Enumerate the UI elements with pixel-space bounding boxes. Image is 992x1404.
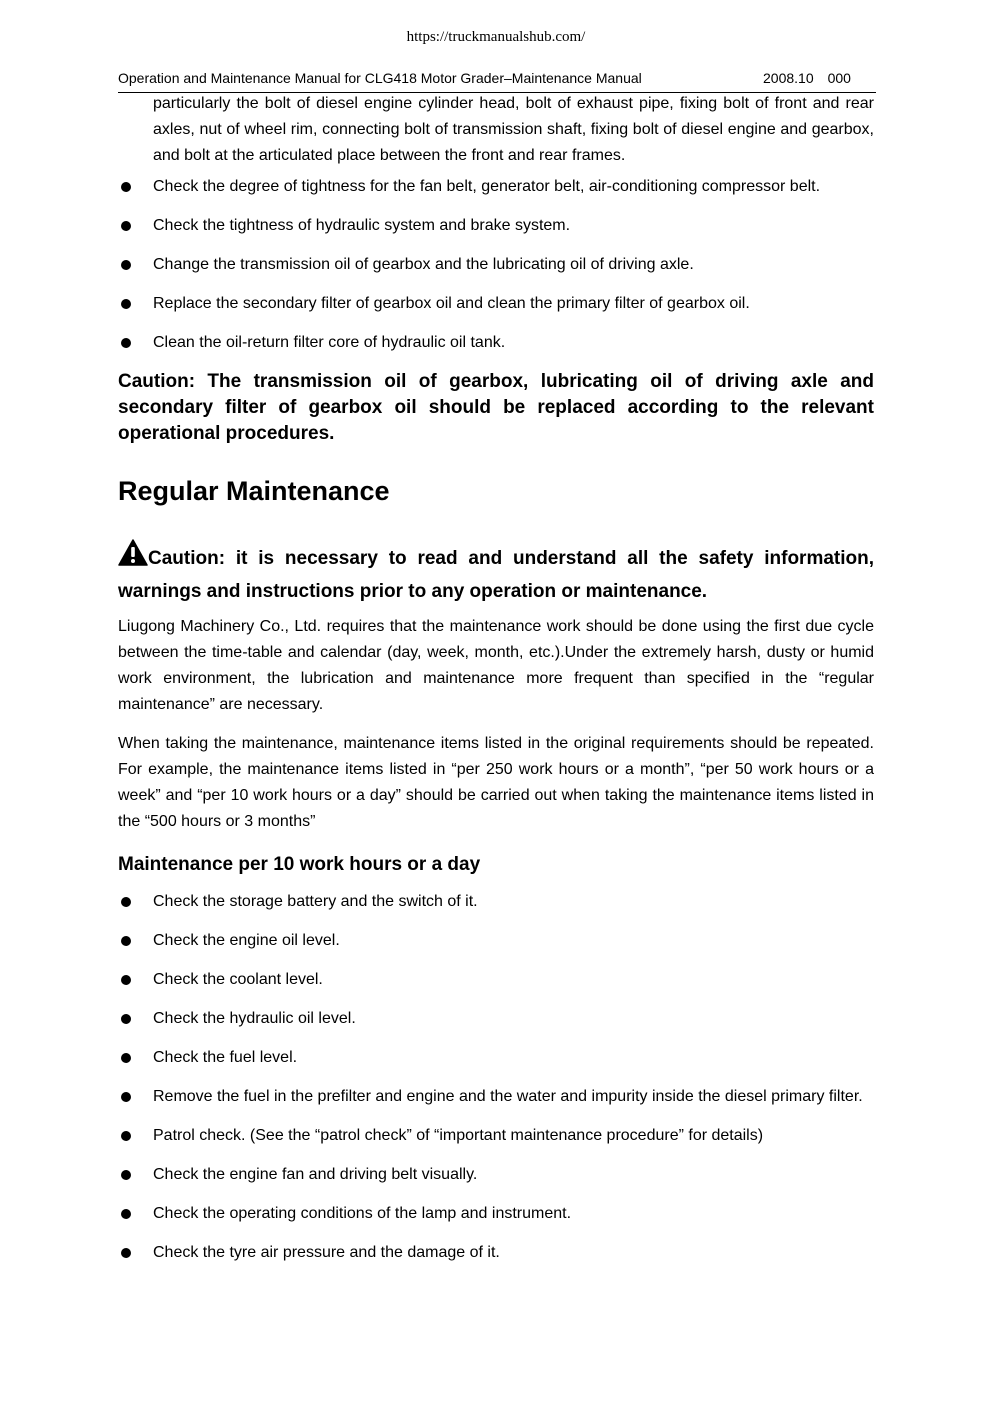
list-item-text: Check the engine oil level. — [153, 932, 340, 949]
bullet-icon — [121, 975, 131, 985]
list-item-text: Check the degree of tightness for the fan belt, generator belt, air-conditioning compressor belt. — [153, 178, 821, 195]
bullet-icon — [121, 1248, 131, 1258]
page-content — [118, 91, 874, 1266]
header-date-code: 2008.10 000 — [763, 70, 851, 86]
paragraph-maintenance-cycle: Liugong Machinery Co., Ltd. requires that the maintenance work should be done using the first due cycle between the time-table and calendar (day, week, month, etc.).Under the extremely harsh, dusty or humid work environment, the lubrication and maintenance more frequent than specified in the “regular maintenance” are necessary. — [118, 618, 874, 713]
caution-note: Caution: The transmission oil of gearbox, lubricating oil of driving axle and secondary filter of gearbox oil should be replaced according to the relevant operational procedures. — [118, 371, 874, 444]
bullet-icon — [121, 1170, 131, 1180]
bullet-icon — [121, 1014, 131, 1024]
bullet-icon — [121, 299, 131, 309]
safety-caution — [118, 539, 874, 608]
bullet-icon — [121, 182, 131, 192]
list-item-text: Check the tightness of hydraulic system and brake system. — [153, 217, 571, 234]
section-title: Regular Maintenance — [118, 476, 390, 506]
list-item-text: Check the storage battery and the switch of it. — [153, 893, 478, 910]
paragraph-maintenance-items: When taking the maintenance, maintenance items listed in the original requirements should be repeated. For example, the maintenance items listed in “per 250 work hours or a month”, “per 50 work hours or a week” and “per 10 work hours or a day” should be carried out when taking the maintenance items listed in the “500 hours or 3 months” — [118, 735, 874, 830]
bullet-icon — [121, 221, 131, 231]
bullet-icon — [121, 1209, 131, 1219]
list-item-text: Remove the fuel in the prefilter and engine and the water and impurity inside the diesel primary filter. — [153, 1088, 863, 1105]
list-item — [118, 1123, 874, 1149]
list-item — [118, 967, 874, 993]
list-item — [118, 1240, 874, 1266]
list-item — [118, 889, 874, 915]
list-item-text: Check the fuel level. — [153, 1049, 298, 1066]
bullet-icon — [121, 1131, 131, 1141]
list-item-text: Check the coolant level. — [153, 971, 323, 988]
bullet-icon — [121, 1092, 131, 1102]
bullet-icon — [121, 897, 131, 907]
list-item-text: Replace the secondary filter of gearbox oil and clean the primary filter of gearbox oil. — [153, 295, 750, 312]
list-item — [118, 928, 874, 954]
list-item-text: Clean the oil-return filter core of hydraulic oil tank. — [153, 334, 506, 351]
list-item-text: Check the tyre air pressure and the damage of it. — [153, 1244, 500, 1261]
list-item-text: Check the engine fan and driving belt visually. — [153, 1166, 478, 1183]
list-item-text: Check the operating conditions of the lamp and instrument. — [153, 1205, 572, 1222]
safety-caution-text: Caution: it is necessary to read and understand all the safety information, warnings and instructions prior to any operation or maintenance. — [118, 548, 874, 602]
continuation-text: particularly the bolt of diesel engine cylinder head, bolt of exhaust pipe, fixing bolt of front and rear axles, nut of wheel rim, connecting bolt of transmission shaft, fixing bolt of diesel engine and gearbox, and bolt at the articulated place between the front and rear frames. — [153, 95, 874, 164]
header-title: Operation and Maintenance Manual for CLG418 Motor Grader–Maintenance Manual — [118, 70, 642, 86]
running-header — [118, 70, 876, 93]
daily-maintenance-list — [118, 889, 874, 1266]
bullet-icon — [121, 338, 131, 348]
list-item-text: Patrol check. (See the “patrol check” of “important maintenance procedure” for details) — [153, 1127, 764, 1144]
list-item — [118, 213, 874, 239]
list-item — [118, 1006, 874, 1032]
list-item-text: Check the hydraulic oil level. — [153, 1010, 356, 1027]
list-item — [118, 330, 874, 356]
list-item-text: Change the transmission oil of gearbox and the lubricating oil of driving axle. — [153, 256, 694, 273]
list-item — [118, 1084, 874, 1110]
bullet-icon — [121, 936, 131, 946]
list-item — [118, 1162, 874, 1188]
subsection-title: Maintenance per 10 work hours or a day — [118, 854, 481, 875]
warning-triangle-icon — [118, 539, 148, 566]
list-item — [118, 174, 874, 200]
list-item — [118, 252, 874, 278]
list-item — [118, 291, 874, 317]
list-item — [118, 1201, 874, 1227]
list-item — [118, 1045, 874, 1071]
page-url: https://truckmanualshub.com/ — [406, 29, 586, 45]
inspection-list — [118, 174, 874, 356]
bullet-icon — [121, 1053, 131, 1063]
bullet-icon — [121, 260, 131, 270]
